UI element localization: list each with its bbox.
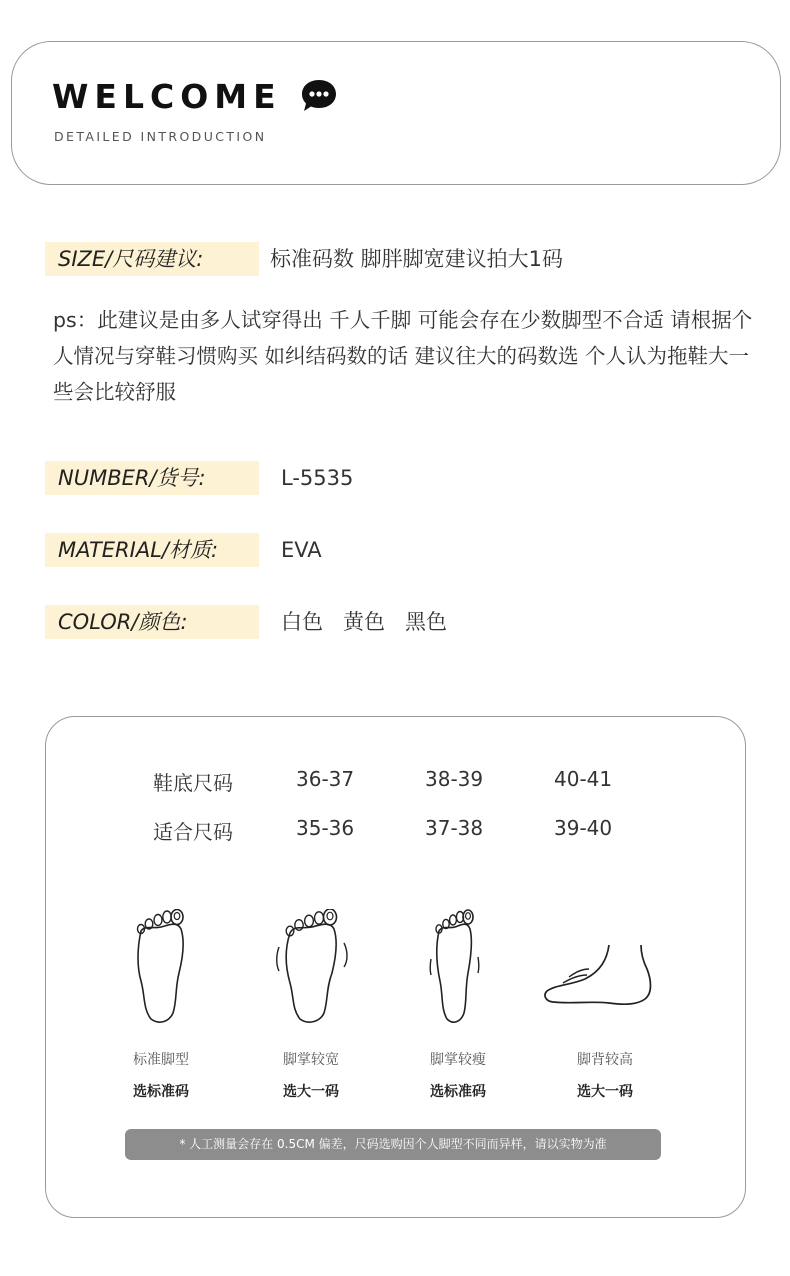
foot-recommendation: 选大一码 bbox=[577, 1084, 633, 1100]
table-cell: 36-37 bbox=[296, 767, 355, 791]
table-row-label: 适合尺码 bbox=[153, 820, 233, 844]
table-cell: 37-38 bbox=[425, 816, 484, 840]
table-cell: 35-36 bbox=[296, 816, 355, 840]
table-cell: 40-41 bbox=[554, 767, 613, 791]
number-label: NUMBER/货号: bbox=[45, 461, 259, 495]
foot-type-label: 标准脚型 bbox=[133, 1052, 189, 1068]
measurement-note: * 人工测量会存在 0.5CM 偏差，尺码选购因个人脚型不同而异样，请以实物为准 bbox=[125, 1129, 661, 1160]
welcome-subtitle: DETAILED INTRODUCTION bbox=[54, 129, 267, 144]
size-label: SIZE/尺码建议: bbox=[45, 242, 259, 276]
color-value: 白色 黄色 黑色 bbox=[281, 610, 448, 634]
foot-type-label: 脚背较高 bbox=[577, 1052, 633, 1068]
color-label: COLOR/颜色: bbox=[45, 605, 259, 639]
size-value: 标准码数 脚胖脚宽建议拍大1码 bbox=[270, 247, 564, 271]
welcome-header bbox=[11, 41, 781, 185]
foot-recommendation: 选标准码 bbox=[133, 1084, 189, 1100]
foot-recommendation: 选大一码 bbox=[283, 1084, 339, 1100]
material-value: EVA bbox=[281, 538, 322, 562]
high-arch-foot-icon bbox=[541, 939, 656, 1009]
standard-foot-icon bbox=[131, 909, 191, 1025]
wide-foot-icon bbox=[274, 909, 350, 1025]
size-chart bbox=[45, 716, 746, 1218]
material-label: MATERIAL/材质: bbox=[45, 533, 259, 567]
number-value: L-5535 bbox=[281, 466, 354, 490]
foot-type-label: 脚掌较瘦 bbox=[430, 1052, 486, 1068]
slim-foot-icon bbox=[425, 909, 485, 1025]
foot-type-label: 脚掌较宽 bbox=[283, 1052, 339, 1068]
size-advice-text: ps：此建议是由多人试穿得出 千人千脚 可能会存在少数脚型不合适 请根据个人情况与穿鞋习惯购买 如纠结码数的话 建议往大的码数选 个人认为拖鞋大一些会比较舒服 bbox=[53, 308, 753, 404]
table-row-label: 鞋底尺码 bbox=[153, 771, 233, 795]
table-cell: 38-39 bbox=[425, 767, 484, 791]
foot-recommendation: 选标准码 bbox=[430, 1084, 486, 1100]
chat-bubble-icon bbox=[300, 78, 338, 114]
welcome-title: WELCOME bbox=[52, 77, 282, 116]
table-cell: 39-40 bbox=[554, 816, 613, 840]
